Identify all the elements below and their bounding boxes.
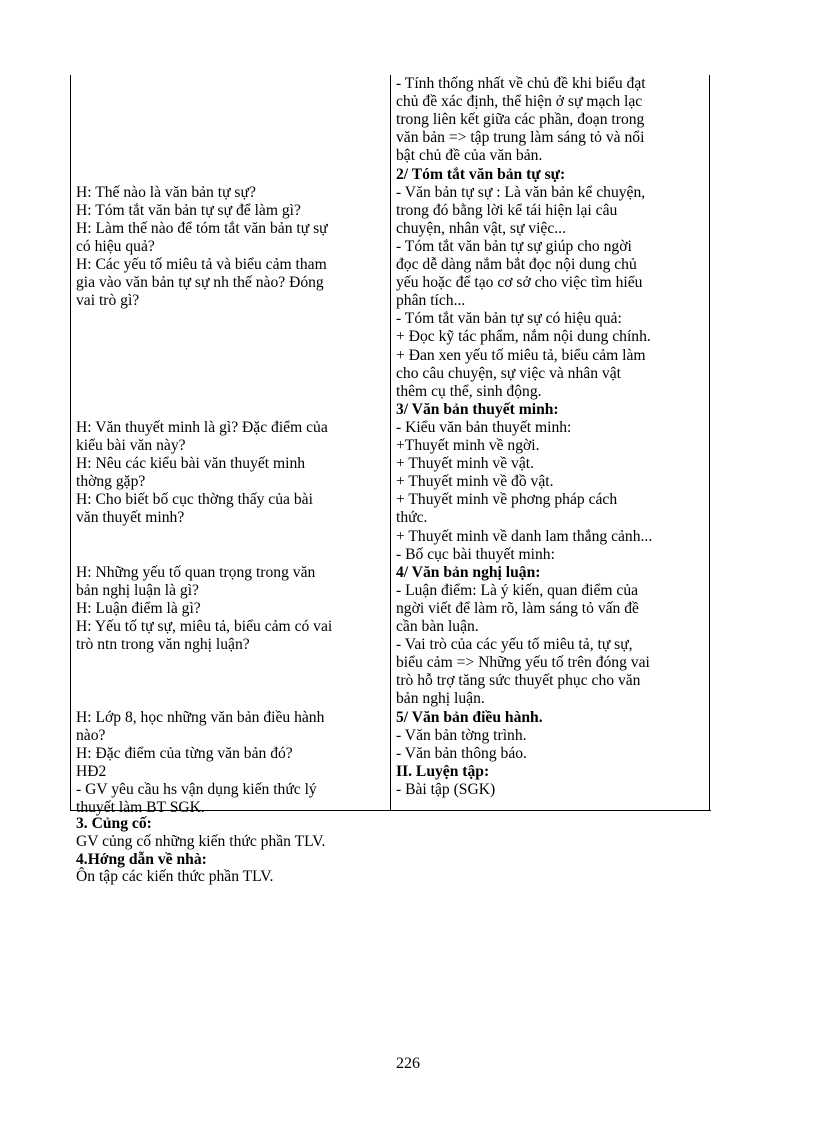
section-heading: 4.Hớng dẫn về nhà: [76, 850, 207, 868]
text-line: trong đó bằng lời kể tái hiện lại câu [396, 201, 618, 219]
text-line: cho câu chuyện, sự việc và nhân vật [396, 364, 621, 382]
text-line: - Kiểu văn bản thuyết minh: [396, 418, 572, 436]
text-line: văn thuyết minh? [76, 509, 185, 527]
text-line: H: Tóm tắt văn bản tự sự để làm gì? [76, 201, 301, 219]
text-line: thêm cụ thể, sinh động. [396, 382, 542, 400]
section-heading: 2/ Tóm tắt văn bản tự sự: [396, 165, 566, 183]
text-line: - GV yêu cầu hs vận dụng kiến thức lý [76, 780, 317, 798]
text-line: bật chủ đề của văn bản. [396, 147, 543, 165]
table-border-right [709, 75, 710, 811]
lesson-table [70, 75, 711, 816]
text-line: - Luận điểm: Là ý kiến, quan điểm của [396, 581, 639, 599]
text-line: + Thuyết minh về đồ vật. [396, 473, 554, 491]
text-line: phân tích... [396, 292, 466, 310]
text-line: HĐ2 [76, 762, 107, 780]
text-line: nào? [76, 726, 106, 744]
text-line: H: Cho biết bố cục thờng thấy của bài [76, 491, 313, 509]
text-line: H: Luận điểm là gì? [76, 599, 201, 617]
text-line: + Đan xen yếu tố miêu tả, biểu cảm làm [396, 346, 646, 364]
text-line: H: Thế nào là văn bản tự sự? [76, 183, 256, 201]
text-line: trong liên kết giữa các phần, đoạn trong [396, 111, 645, 129]
text-line: H: Làm thế nào để tóm tắt văn bản tự sự [76, 219, 328, 237]
text-line: thờng gặp? [76, 473, 146, 491]
text-line: Ôn tập các kiến thức phần TLV. [76, 868, 274, 886]
text-line: H: Đặc điểm của từng văn bản đó? [76, 744, 293, 762]
section-heading: 4/ Văn bản nghị luận: [396, 563, 541, 581]
text-line: yếu hoặc để tạo cơ sở cho việc tìm hiểu [396, 274, 643, 292]
text-line: - Văn bản tờng trình. [396, 726, 527, 744]
page-number: 226 [396, 1055, 420, 1072]
text-line: - Tính thống nhất về chủ đề khi biểu đạt [396, 75, 646, 92]
text-line: H: Nêu các kiểu bài văn thuyết minh [76, 455, 306, 473]
text-line: trò ntn trong văn nghị luận? [76, 636, 250, 654]
text-line: bản nghị luận là gì? [76, 581, 199, 599]
text-line: GV củng cố những kiến thức phần TLV. [76, 832, 326, 850]
text-line: trò hỗ trợ tăng sức thuyết phục cho văn [396, 672, 641, 690]
text-line: biểu cảm => Những yếu tố trên đóng vai [396, 654, 650, 672]
text-line: văn bản => tập trung làm sáng tỏ và nổi [396, 129, 645, 147]
section-heading: 3. Củng cố: [76, 815, 152, 832]
text-line: +Thuyết minh về ngời. [396, 437, 540, 454]
text-line: - Bài tập (SGK) [396, 780, 496, 798]
text-line: - Vai trò của các yếu tố miêu tả, tự sự, [396, 636, 633, 654]
text-line: + Thuyết minh về vật. [396, 455, 534, 473]
section-heading: II. Luyện tập: [396, 762, 490, 780]
section-heading: 3/ Văn bản thuyết minh: [396, 400, 559, 418]
text-line: ngời viết để làm rõ, làm sáng tỏ vấn đề [396, 599, 639, 617]
text-line: cần bàn luận. [396, 618, 479, 635]
text-line: - Tóm tắt văn bản tự sự giúp cho ngời [396, 237, 632, 255]
text-line: kiểu bài văn này? [76, 437, 186, 454]
text-line: - Bố cục bài thuyết minh: [396, 545, 555, 563]
text-line: H: Những yếu tố quan trọng trong văn [76, 563, 316, 581]
text-line: chuyện, nhân vật, sự việc... [396, 219, 566, 237]
text-line: thuyết làm BT SGK. [76, 799, 205, 816]
text-line: vai trò gì? [76, 292, 140, 310]
text-line: + Thuyết minh về phơng pháp cách [396, 491, 618, 509]
text-line: H: Lớp 8, học những văn bản điều hành [76, 708, 325, 726]
text-line: đọc dễ dàng nắm bắt đọc nội dung chủ [396, 256, 637, 273]
text-line: - Văn bản tự sự : Là văn bản kể chuyện, [396, 183, 646, 201]
table-border-left [70, 75, 71, 811]
section-heading: 5/ Văn bản điều hành. [396, 708, 543, 726]
text-line: H: Văn thuyết minh là gì? Đặc điểm của [76, 418, 328, 436]
text-line: gia vào văn bản tự sự nh thế nào? Đóng [76, 274, 324, 292]
table-column-divider [390, 75, 391, 811]
text-line: chủ đề xác định, thể hiện ở sự mạch lạc [396, 93, 643, 111]
text-line: + Thuyết minh về danh lam thắng cảnh... [396, 527, 653, 545]
text-line: H: Yếu tố tự sự, miêu tả, biểu cảm có vai [76, 618, 333, 635]
text-line: H: Các yếu tố miêu tả và biểu cảm tham [76, 256, 327, 273]
text-line: - Văn bản thông báo. [396, 744, 527, 762]
text-line: có hiệu quả? [76, 237, 155, 255]
text-line: + Đọc kỹ tác phẩm, nắm nội dung chính. [396, 328, 651, 346]
text-line: thức. [396, 509, 428, 527]
text-line: bản nghị luận. [396, 690, 485, 708]
text-line: - Tóm tắt văn bản tự sự có hiệu quả: [396, 310, 622, 328]
